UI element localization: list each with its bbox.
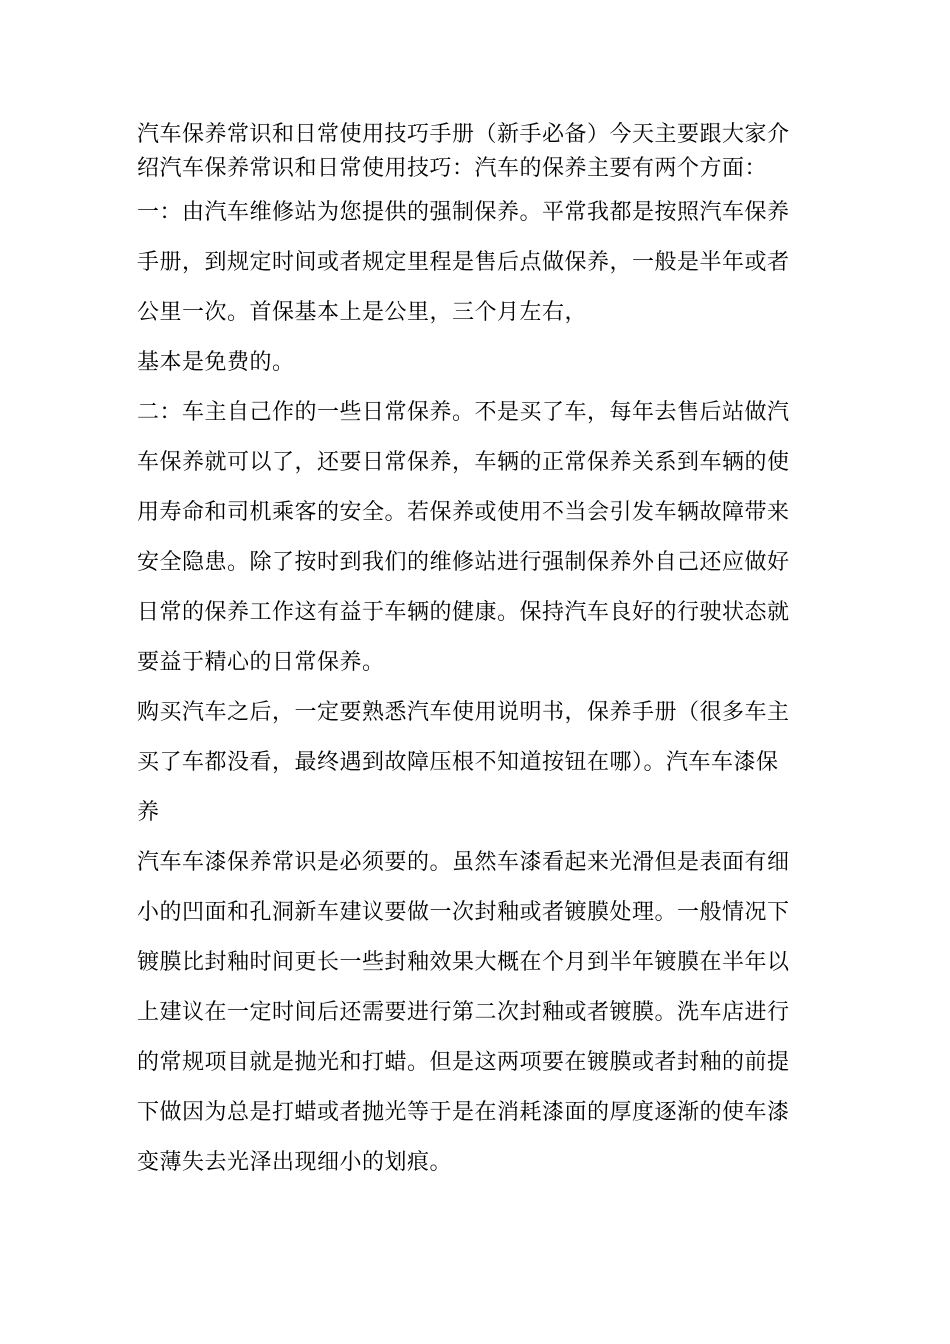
text-line: 上建议在一定时间后还需要进行第二次封釉或者镀膜。洗车店进行 [137,1000,790,1025]
text-line: 车保养就可以了，还要日常保养，车辆的正常保养关系到车辆的使 [137,450,790,475]
text-line: 买了车都没看，最终遇到故障压根不知道按钮在哪）。汽车车漆保 [137,750,779,775]
text-line: 汽车保养常识和日常使用技巧手册（新手必备）今天主要跟大家介 [137,122,790,147]
text-line: 购买汽车之后，一定要熟悉汽车使用说明书，保养手册（很多车主 [137,700,790,725]
text-line: 用寿命和司机乘客的安全。若保养或使用不当会引发车辆故障带来 [137,500,790,525]
text-line: 手册，到规定时间或者规定里程是售后点做保养，一般是半年或者 [137,250,790,275]
text-line: 安全隐患。除了按时到我们的维修站进行强制保养外自己还应做好 [137,550,790,575]
text-line: 镀膜比封釉时间更长一些封釉效果大概在个月到半年镀膜在半年以 [137,950,790,975]
document-body [137,118,821,1188]
text-line: 小的凹面和孔洞新车建议要做一次封釉或者镀膜处理。一般情况下 [137,900,790,925]
text-line: 一：由汽车维修站为您提供的强制保养。平常我都是按照汽车保养 [137,200,790,225]
text-line: 的常规项目就是抛光和打蜡。但是这两项要在镀膜或者封釉的前提 [137,1050,790,1075]
text-line: 变薄失去光泽出现细小的划痕。 [137,1150,453,1175]
text-line: 基本是免费的。 [137,350,295,375]
text-line: 绍汽车保养常识和日常使用技巧：汽车的保养主要有两个方面： [137,156,768,181]
text-line: 公里一次。首保基本上是公里，三个月左右， [137,300,588,325]
text-line: 要益于精心的日常保养。 [137,650,385,675]
text-line: 下做因为总是打蜡或者抛光等于是在消耗漆面的厚度逐渐的使车漆 [137,1100,790,1125]
text-line: 汽车车漆保养常识是必须要的。虽然车漆看起来光滑但是表面有细 [137,850,790,875]
text-line: 养 [137,800,160,825]
text-line: 二：车主自己作的一些日常保养。不是买了车，每年去售后站做汽 [137,400,790,425]
text-line: 日常的保养工作这有益于车辆的健康。保持汽车良好的行驶状态就 [137,600,790,625]
